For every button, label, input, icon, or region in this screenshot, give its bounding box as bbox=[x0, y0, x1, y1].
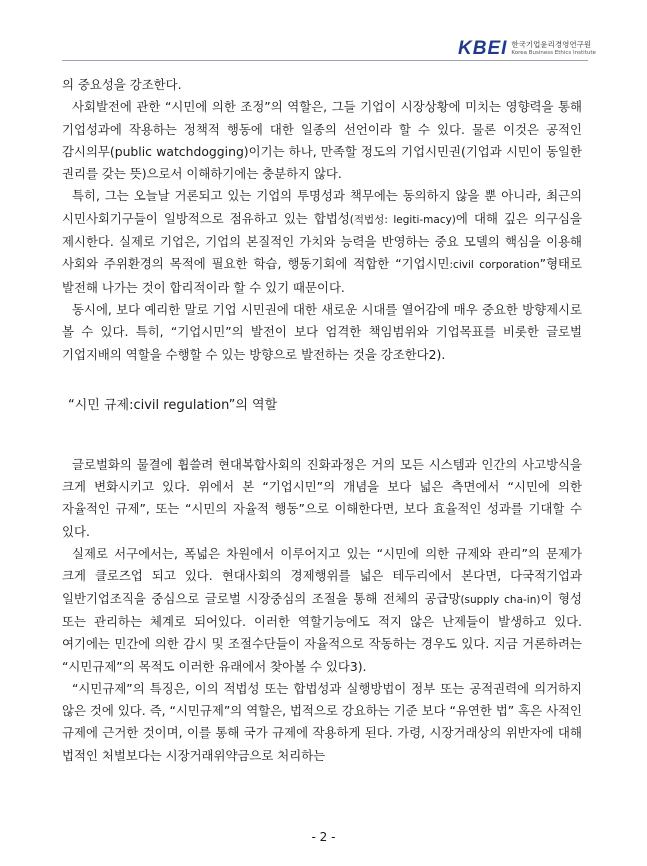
paragraph-3-text-b: 에 대해 깊은 의구심을 제시한다. 실제로 기업은, 기업의 본질적인 가치와 능력을 반영하는 중요 모델의 핵심을 이용해 사회와 주위환경의 목적에 필요한 학습, 행동기회에 적합한 “기업시민 bbox=[62, 210, 582, 272]
paragraph-6-text-a: 실제로 서구에서는, 폭넓은 차원에서 이루어지고 있는 “시민에 의한 규제와 관리”의 문제가 크게 클로즈업 되고 있다. 현대사회의 경제행위를 넓은 테두리에서 본다면, 다국적기업과 일반기업조직을 중심으로 글로벌 시장중심의 조절을 통해 전체의 공급망 bbox=[62, 546, 582, 606]
paragraph-3-note: (적법성: legiti-macy) bbox=[349, 213, 456, 226]
section-heading: “시민 규제:civil regulation”의 역할 bbox=[68, 397, 278, 413]
org-name-en: Korea Business Ethics Institute bbox=[511, 50, 596, 56]
paragraph-5: 글로벌화의 물결에 휩쓸려 현대복합사회의 진화과정은 거의 모든 시스템과 인간의 사고방식을 크게 변화시키고 있다. 위에서 본 “기업시민”의 개념을 보다 넓은 측면에서 “시민에 의한 자율적인 규제”, 또는 “시민의 자율적 행동”으로 이해한다면, 보다 효율적인 성과를 기대할 수 있다. bbox=[62, 456, 582, 539]
paragraph-2: 사회발전에 관한 “시민에 의한 조정”의 역할은, 그들 기업이 시장상황에 미치는 영향력을 통해 기업성과에 작용하는 정책적 행동에 대한 일종의 선언이라 할 수 있다. 물론 이것은 공적인 감시의무(public watchdogging)이기는 하나, 만족할 정도의 기업시민권(기업과 시민이 동일한 권리를 갖는 뜻)으로서 이해하기에는 충분하지 않다. bbox=[62, 99, 582, 182]
paragraph-7: “시민규제”의 특징은, 이의 적법성 또는 합법성과 실행방법이 정부 또는 공적권력에 의거하지 않은 것에 있다. 즉, “시민규제”의 역할은, 법적으로 강요하는 기준 보다 “유연한 법” 혹은 사적인 규제에 근거한 것이며, 이를 통해 국가 규제에 작용하게 된다. 가령, 시장거래상의 위반자에 대해 법적인 처벌보다는 시장거래위약금으로 처리하는 bbox=[62, 680, 582, 763]
paragraph-6-text-b: 이 형성 또는 관리하는 체계로 되어있다. 이러한 역할기능에도 적지 않은 난제들이 발생하고 있다. 여기에는 민간에 의한 감시 및 조절수단들이 자율적으로 작동하는 경우도 있다. 지금 거론하려는 “시민규제”의 목적도 이러한 유래에서 찾아볼 수 있다3). bbox=[62, 590, 582, 674]
paragraph-3-text-a: 특히, 그는 오늘날 거론되고 있는 기업의 투명성과 책무에는 동의하지 않을 뿐 아니라, 최근의 시민사회기구들이 일방적으로 점유하고 있는 합법성 bbox=[62, 188, 582, 226]
paragraph-3-note-2: :civil corporation bbox=[449, 259, 540, 272]
paragraph-6 bbox=[62, 543, 582, 678]
logo-text bbox=[511, 41, 595, 57]
org-name-ko: 한국기업윤리경영연구원 bbox=[511, 40, 592, 49]
paragraph-1: 의 중요성을 강조한다. bbox=[62, 77, 182, 92]
paragraph-6-note: (supply cha-in) bbox=[460, 593, 541, 606]
paragraph-3-text-c: ”형태로 발전해 나가는 것이 합리적이라 할 수 있기 때문이다. bbox=[62, 256, 582, 295]
document-body bbox=[62, 74, 582, 767]
page-number: - 2 - bbox=[311, 830, 336, 844]
header-logo bbox=[458, 40, 596, 57]
logo-mark: KBEI bbox=[458, 38, 508, 59]
paragraph-3 bbox=[62, 185, 582, 298]
header-rule bbox=[62, 60, 588, 61]
paragraph-4: 동시에, 보다 예리한 말로 기업 시민권에 대한 새로운 시대를 열어감에 매우 중요한 방향제시로 볼 수 있다. 특히, “기업시민”의 발전이 보다 엄격한 책임범위와 기업목표를 비롯한 글로벌 기업지배의 역할을 수행할 수 있는 방향으로 발전하는 것을 강조한다2). bbox=[62, 301, 582, 362]
